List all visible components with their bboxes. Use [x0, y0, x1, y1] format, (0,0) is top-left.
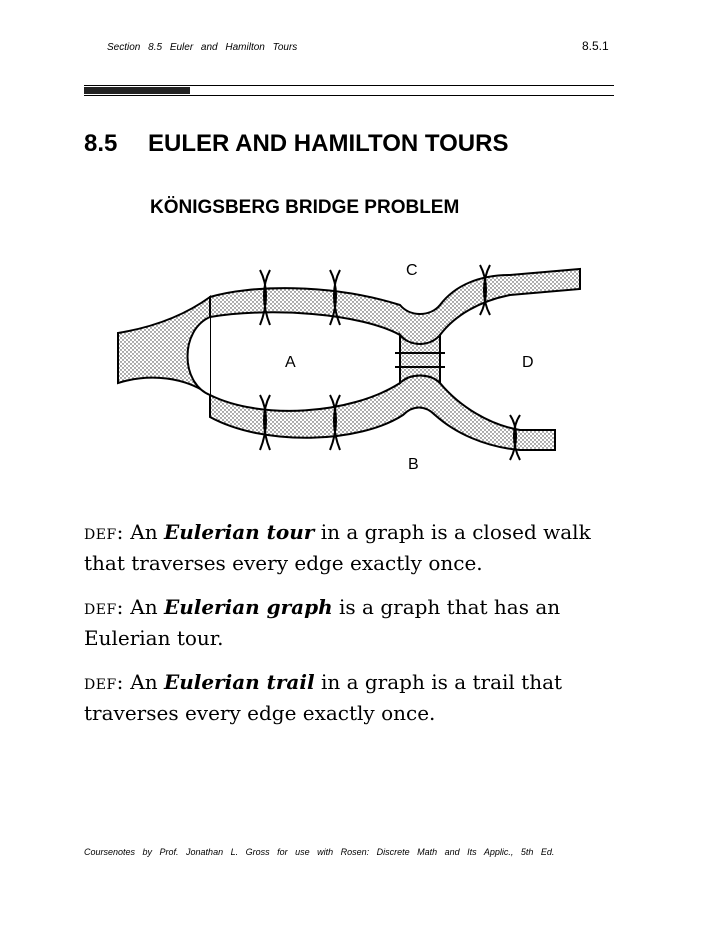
- river: [118, 269, 580, 450]
- term-eulerian-tour: Eulerian tour: [163, 520, 315, 544]
- running-title: Section 8.5 Euler and Hamilton Tours: [107, 42, 298, 53]
- land-label-c: C: [406, 262, 418, 279]
- definition-eulerian-trail: def: An Eulerian trail in a graph is a trail that traverses every edge exactly once.: [84, 670, 563, 725]
- page-number: 8.5.1: [582, 39, 609, 53]
- section-heading: [84, 130, 508, 158]
- section-title: EULER AND HAMILTON TOURS: [148, 130, 509, 157]
- header-rule-accent: [84, 87, 190, 94]
- konigsberg-bridge-diagram: [110, 255, 590, 480]
- header-rule-top: [84, 85, 614, 86]
- land-label-a: A: [285, 354, 296, 371]
- header-rule-bottom: [84, 95, 614, 96]
- subtitle: KÖNIGSBERG BRIDGE PROBLEM: [150, 197, 460, 218]
- term-eulerian-trail: Eulerian trail: [163, 670, 315, 694]
- definition-eulerian-graph: def: An Eulerian graph is a graph that has an Eulerian tour.: [84, 595, 561, 650]
- land-label-b: B: [408, 456, 419, 473]
- footer-credit: Coursenotes by Prof. Jonathan L. Gross for use with Rosen: Discrete Math and Its Applic., 5th Ed.: [84, 847, 555, 857]
- term-eulerian-graph: Eulerian graph: [163, 595, 333, 619]
- land-label-d: D: [522, 354, 534, 371]
- section-number: 8.5: [84, 130, 118, 157]
- definition-eulerian-tour: def: An Eulerian tour in a graph is a closed walk that traverses every edge exactly once.: [84, 520, 591, 575]
